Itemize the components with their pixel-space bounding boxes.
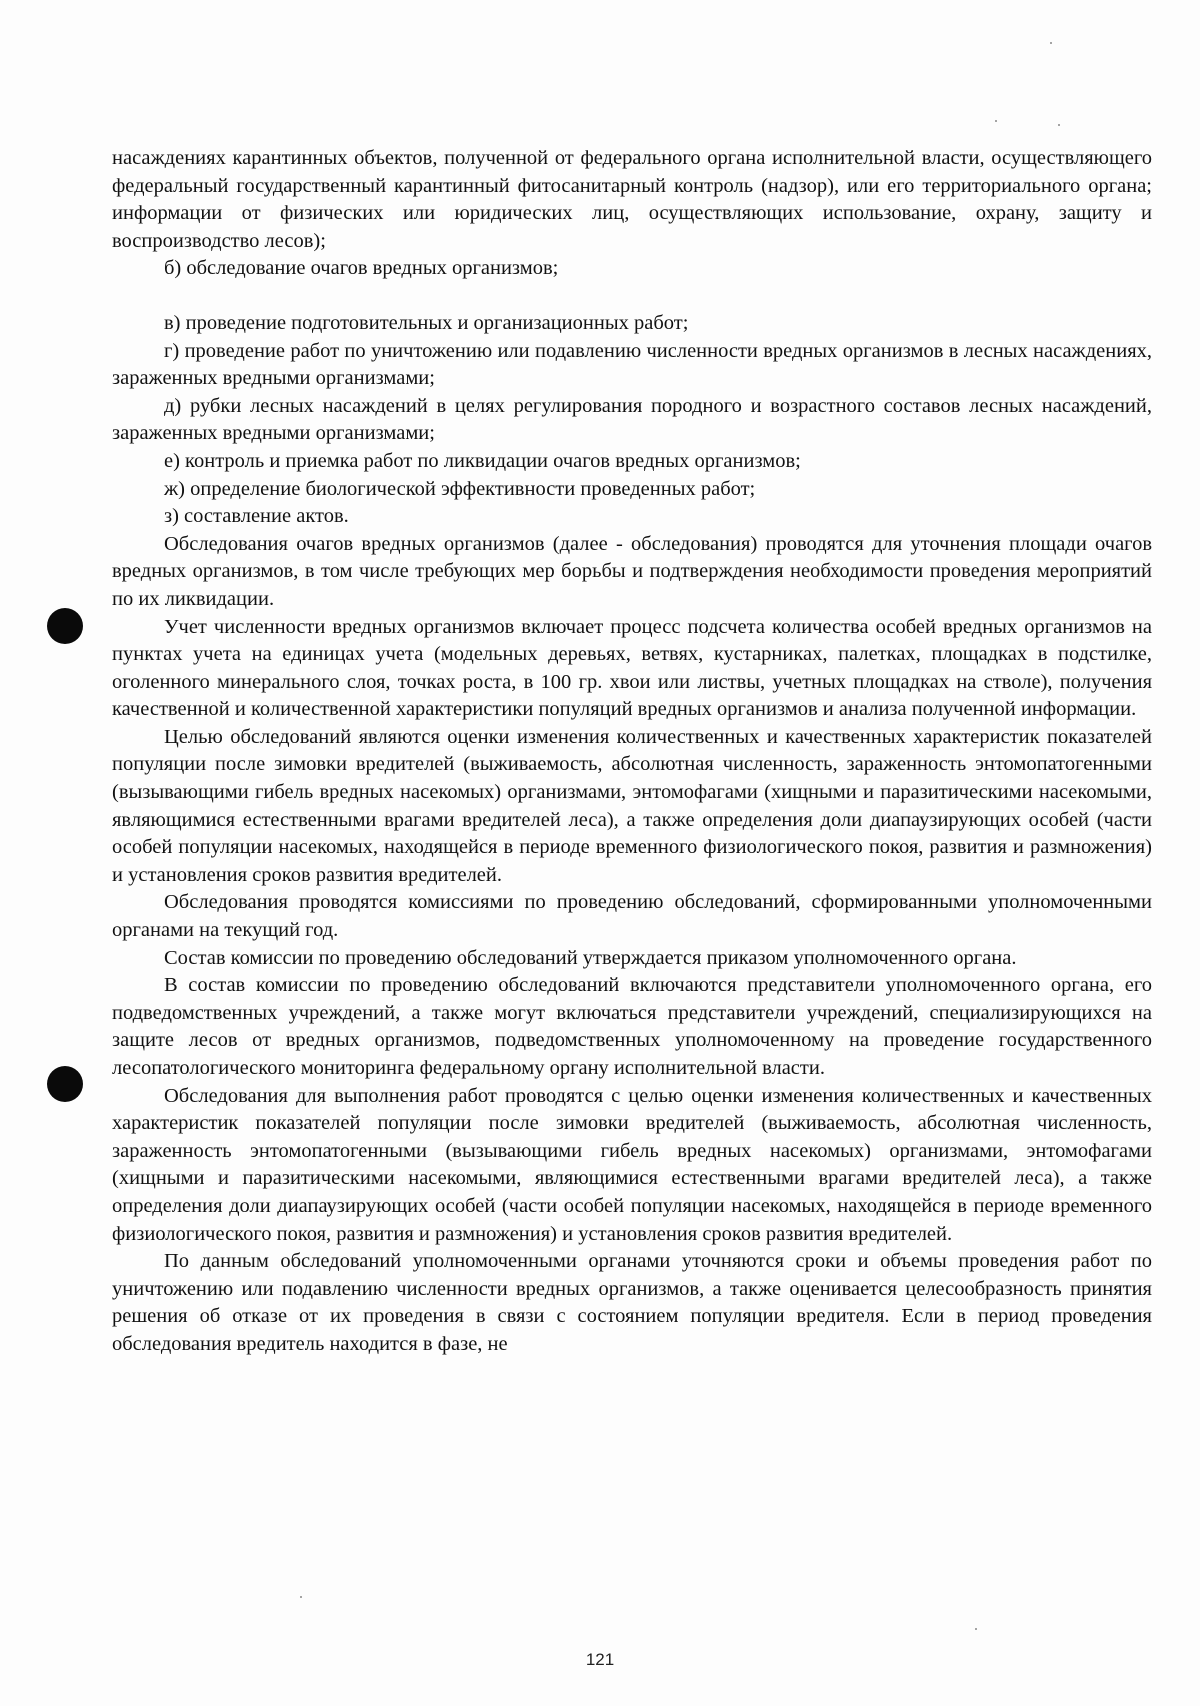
document-body: [112, 145, 1152, 1359]
blank-line: [112, 283, 1152, 310]
scan-speck: [1058, 124, 1060, 126]
paragraph: насаждениях карантинных объектов, полученной от федерального органа исполнительной власти, осуществляющего федеральный государственный карантинный фитосанитарный контроль (надзор), или его территориального органа; информации от физических или юридических лиц, осуществляющих использование, охрану, защиту и воспроизводство лесов);: [112, 147, 1152, 252]
paragraph: Целью обследований являются оценки изменения количественных и качественных характеристик показателей популяции после зимовки вредителей (выживаемость, абсолютная численность, зараженность энтомопатогенными (вызывающими гибель вредных насекомых) организмами, энтомофагами (хищными и паразитическими насекомыми, являющимися естественными врагами вредителей леса), а также определения доли диапаузирующих особей (части особей популяции насекомых, находящейся в периоде временного физиологического покоя, развития и размножения) и установления сроков развития вредителей.: [112, 725, 1152, 886]
paragraph: Обследования проводятся комиссиями по проведению обследований, сформированными уполномоченными органами на текущий год.: [112, 891, 1152, 942]
page-number: 121: [585, 1650, 615, 1669]
scan-speck: [975, 1628, 977, 1630]
paragraph: Состав комиссии по проведению обследований утверждается приказом уполномоченного органа.: [164, 946, 1017, 969]
list-item: г) проведение работ по уничтожению или подавлению численности вредных организмов в лесных насаждениях, зараженных вредными организмами;: [112, 339, 1152, 390]
scan-speck: [995, 120, 997, 122]
paragraph: В состав комиссии по проведению обследований включаются представители уполномоченного органа, его подведомственных учреждений, а также могут включаться представители учреждений, специализирующихся на защите лесов от вредных организмов, подведомственных уполномоченному на проведение государственного лесопатологического мониторинга федеральному органу исполнительной власти.: [112, 974, 1152, 1079]
paragraph: Обследования очагов вредных организмов (далее - обследования) проводятся для уточнения площади очагов вредных организмов, в том числе требующих мер борьбы и подтверждения необходимости проведения мероприятий по их ликвидации.: [112, 532, 1152, 610]
paragraph: По данным обследований уполномоченными органами уточняются сроки и объемы проведения работ по уничтожению или подавлению численности вредных организмов, а также оценивается целесообразность принятия решения об отказе от их проведения в связи с состоянием популяции вредителя. Если в период проведения обследования вредитель находится в фазе, не: [112, 1250, 1152, 1355]
punch-hole-mark: [47, 608, 83, 644]
list-item: в) проведение подготовительных и организационных работ;: [164, 311, 689, 334]
list-item: з) составление актов.: [164, 505, 349, 528]
paragraph: Обследования для выполнения работ проводятся с целью оценки изменения количественных и качественных характеристик показателей популяции после зимовки вредителей (выживаемость, абсолютная численность, зараженность энтомопатогенными (вызывающими гибель вредных насекомых) организмами, энтомофагами (хищными и паразитическими насекомыми, являющимися естественными врагами вредителей леса), а также определения доли диапаузирующих особей (части особей популяции насекомых, находящейся в периоде временного физиологического покоя, развития и размножения) и установления сроков развития вредителей.: [112, 1084, 1152, 1245]
punch-hole-mark: [47, 1066, 83, 1102]
scan-speck: [300, 1596, 302, 1598]
list-item: д) рубки лесных насаждений в целях регулирования породного и возрастного составов лесных насаждений, зараженных вредными организмами;: [112, 394, 1152, 445]
list-item: ж) определение биологической эффективности проведенных работ;: [164, 477, 756, 500]
scan-speck: [1050, 42, 1052, 44]
list-item: е) контроль и приемка работ по ликвидации очагов вредных организмов;: [164, 449, 801, 472]
list-item: б) обследование очагов вредных организмов;: [164, 257, 559, 280]
paragraph: Учет численности вредных организмов включает процесс подсчета количества особей вредных организмов на пунктах учета на единицах учета (модельных деревьях, ветвях, кустарниках, палетках, площадках в подстилке, оголенного минерального слоя, точках роста, в 100 гр. хвои или листвы, учетных площадках на стволе), получения качественной и количественной характеристики популяций вредных организмов и анализа полученной информации.: [112, 615, 1152, 721]
